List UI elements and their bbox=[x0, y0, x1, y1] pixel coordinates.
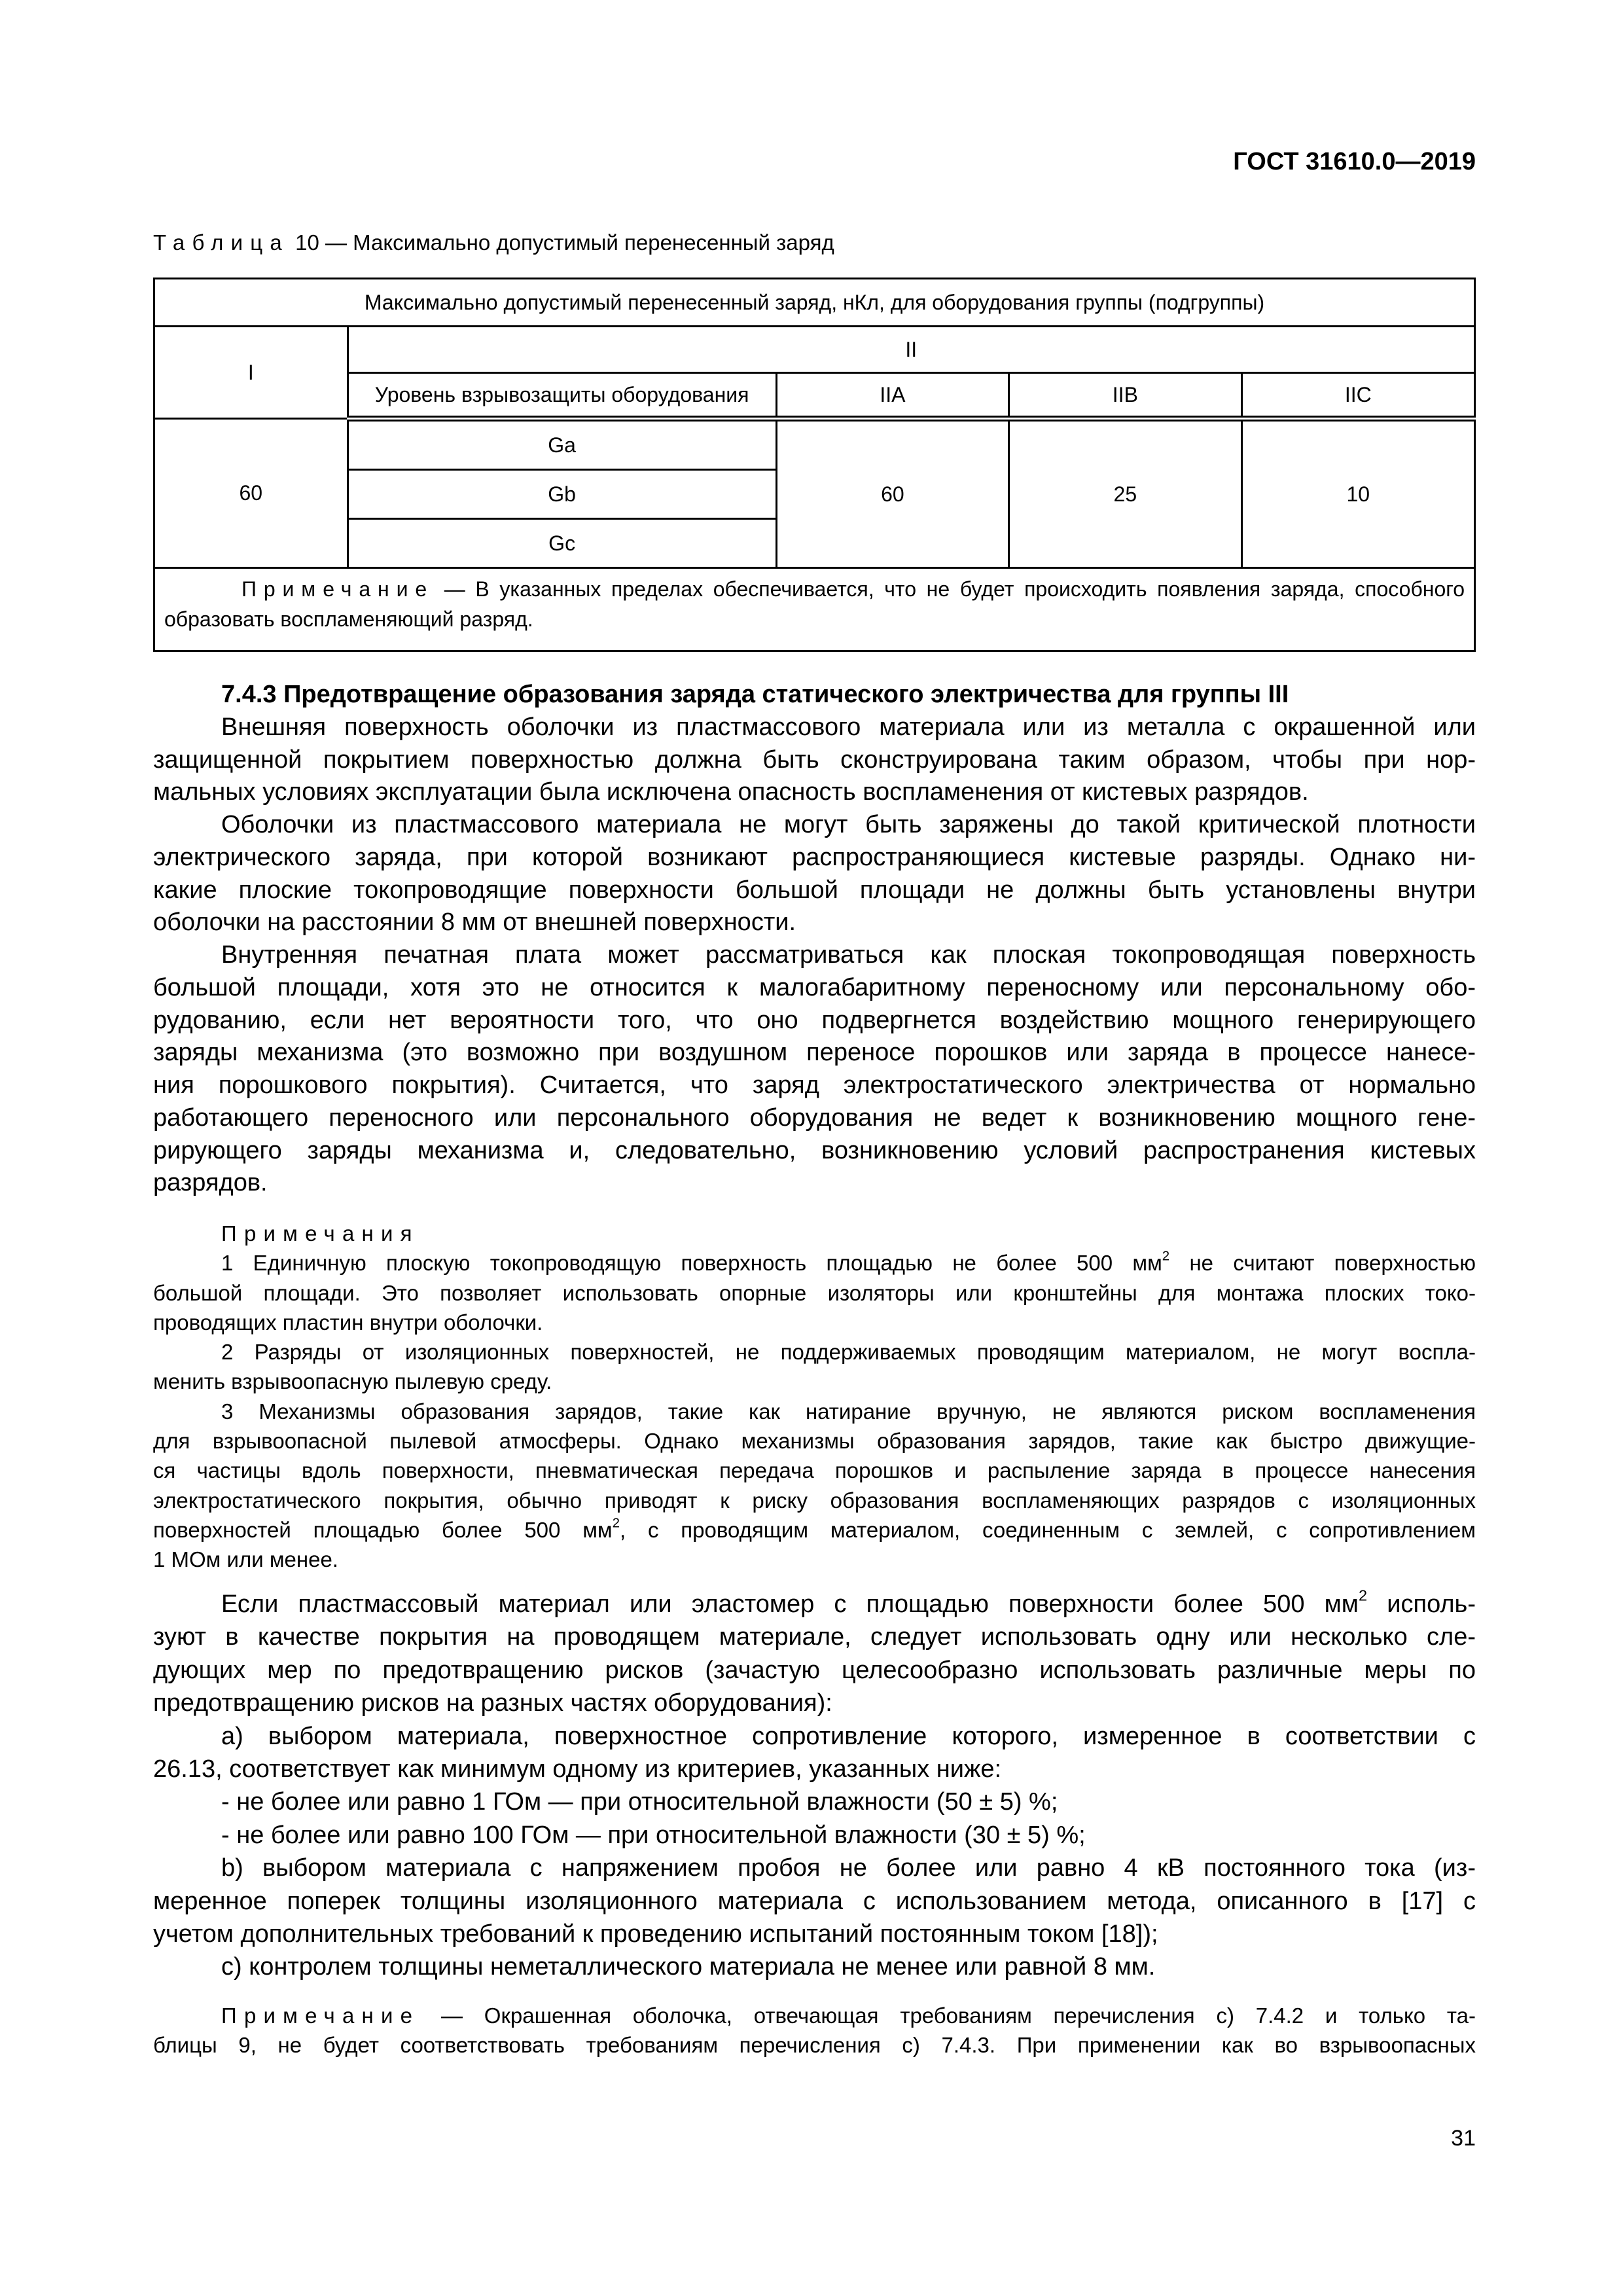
spaced-label: Примечание bbox=[221, 2003, 420, 2028]
paragraph bbox=[153, 1785, 1476, 1818]
group-1-header: I bbox=[154, 327, 348, 419]
section-paragraphs bbox=[153, 711, 1476, 1200]
text-line: большой площади. Это позволяет использовать опорные изоляторы или кронштейны для монтажа плоских токо- bbox=[153, 1280, 1476, 1305]
text-line: - не более или равно 1 ГОм — при относительной влажности (50 ± 5) %; bbox=[221, 1788, 1058, 1816]
superscript: 2 bbox=[1162, 1248, 1170, 1264]
notes-title-text: Примечания bbox=[221, 1221, 419, 1246]
text-line: меренное поперек толщины изоляционного материала с использованием метода, описанного в [17] с bbox=[153, 1887, 1476, 1915]
notes-block bbox=[153, 1219, 1476, 1575]
notes-title bbox=[153, 1219, 1476, 1248]
text-line: дующих мер по предотвращению рисков (зачастую целесообразно использовать различные меры по bbox=[153, 1656, 1476, 1684]
table-caption bbox=[153, 230, 834, 255]
text-line: оболочки на расстоянии 8 мм от внешней поверхности. bbox=[153, 908, 796, 937]
text-line: большой площади, хотя это не относится к малогабаритному переносному или персональному обо- bbox=[153, 973, 1476, 1001]
text-line: - не более или равно 100 ГОм — при относительной влажности (30 ± 5) %; bbox=[221, 1821, 1086, 1849]
subgroup-value: 60 bbox=[776, 419, 1008, 568]
text-line: c) контролем толщины неметаллического материала не менее или равной 8 мм. bbox=[221, 1953, 1156, 1981]
text-line: Внешняя поверхность оболочки из пластмассового материала или из металла с окрашенной или bbox=[221, 713, 1476, 741]
final-note bbox=[153, 2001, 1476, 2060]
protection-level-cell: Gc bbox=[348, 519, 776, 568]
table-caption-label: Таблица bbox=[153, 230, 289, 255]
text-line bbox=[153, 1248, 1476, 1278]
text-line: блицы 9, не будет соответствовать требованиям перечисления c) 7.4.3. При применении как во взрывоопасных bbox=[153, 2033, 1476, 2058]
measures-block bbox=[153, 1588, 1476, 1984]
table-title-cell: Максимально допустимый перенесенный заряд, нКл, для оборудования группы (подгруппы) bbox=[154, 279, 1475, 327]
paragraph bbox=[153, 1852, 1476, 1950]
text-line: мальных условиях эксплуатации была исключена опасность воспламенения от кистевых разрядов. bbox=[153, 778, 1309, 806]
paragraph bbox=[153, 1248, 1476, 1337]
paragraph bbox=[153, 809, 1476, 939]
text-line: рудованию, если нет вероятности того, что оно подвергнется воздействию мощного генерирующего bbox=[153, 1006, 1476, 1034]
protection-level-cell: Ga bbox=[348, 419, 776, 470]
text-line: менить взрывоопасную пылевую среду. bbox=[153, 1369, 552, 1394]
text-line: электрического заряда, при которой возникают распространяющиеся кистевые разряды. Однако ни- bbox=[153, 843, 1476, 871]
text-line bbox=[153, 1515, 1476, 1545]
text-segment: — Окрашенная оболочка, отвечающая требованиям перечисления c) 7.4.2 и только та- bbox=[419, 2003, 1476, 2028]
paragraph bbox=[153, 1397, 1476, 1575]
document-standard-header: ГОСТ 31610.0—2019 bbox=[1233, 148, 1476, 175]
paragraph bbox=[153, 1337, 1476, 1397]
text-line bbox=[153, 1588, 1476, 1621]
paragraph bbox=[153, 1720, 1476, 1786]
table-note-text: — В указанных пределах обеспечивается, что не будет происходить появления заряда, способного образовать воспламеняющий разряд. bbox=[164, 577, 1465, 631]
subgroup-header: IIB bbox=[1009, 373, 1241, 419]
text-segment: 1 Единичную плоскую токопроводящую поверхность площадью не более 500 мм bbox=[221, 1251, 1162, 1276]
text-line: проводящих пластин внутри оболочки. bbox=[153, 1310, 543, 1335]
table-caption-text: 10 — Максимально допустимый перенесенный заряд bbox=[289, 230, 834, 255]
group-1-value: 60 bbox=[154, 419, 348, 568]
max-charge-table bbox=[153, 278, 1476, 652]
section-7-4-3 bbox=[153, 679, 1476, 1200]
paragraph bbox=[153, 1819, 1476, 1852]
text-line: для взрывоопасной пылевой атмосферы. Однако механизмы образования зарядов, такие как быстро движущие- bbox=[153, 1429, 1476, 1454]
text-line: 3 Механизмы образования зарядов, такие как натирание вручную, не являются риском воспламенения bbox=[221, 1399, 1476, 1424]
subgroup-value: 25 bbox=[1009, 419, 1241, 568]
protection-level-header: Уровень взрывозащиты оборудования bbox=[348, 373, 776, 419]
text-line: защищенной покрытием поверхностью должна быть сконструирована таким образом, чтобы при нор- bbox=[153, 745, 1476, 774]
text-segment: не считают поверхностью bbox=[1169, 1251, 1476, 1276]
table-note-label: Примечание bbox=[241, 577, 435, 601]
text-line: а) выбором материала, поверхностное сопротивление которого, измеренное в соответствии с bbox=[221, 1722, 1476, 1750]
paragraph bbox=[153, 711, 1476, 809]
text-line: 2 Разряды от изоляционных поверхностей, не поддерживаемых проводящим материалом, не могут воспла- bbox=[221, 1340, 1476, 1365]
text-line bbox=[153, 2001, 1476, 2030]
text-line: Оболочки из пластмассового материала не могут быть заряжены до такой критической плотности bbox=[221, 811, 1476, 838]
superscript: 2 bbox=[612, 1515, 620, 1531]
text-line: 26.13, соответствует как минимум одному из критериев, указанных ниже: bbox=[153, 1755, 1002, 1784]
paragraph bbox=[153, 1588, 1476, 1720]
section-heading: 7.4.3 Предотвращение образования заряда статического электричества для группы III bbox=[221, 681, 1289, 708]
notes-items bbox=[153, 1248, 1476, 1574]
protection-level-cell: Gb bbox=[348, 470, 776, 519]
text-line: предотвращению рисков на разных частях оборудования): bbox=[153, 1689, 832, 1717]
text-line: Внутренняя печатная плата может рассматриваться как плоская токопроводящая поверхность bbox=[221, 941, 1476, 969]
paragraph bbox=[153, 939, 1476, 1200]
paragraph bbox=[153, 1950, 1476, 1983]
text-line: разрядов. bbox=[153, 1169, 268, 1197]
text-line: ся частицы вдоль поверхности, пневматическая передача порошков и распыление заряда в процессе нанесения bbox=[153, 1458, 1476, 1483]
subgroup-value: 10 bbox=[1241, 419, 1474, 568]
text-line: ния порошкового покрытия). Считается, что заряд электростатического электричества от нормально bbox=[153, 1071, 1476, 1099]
text-segment: поверхностей площадью более 500 мм bbox=[153, 1517, 613, 1542]
subgroup-header: IIA bbox=[776, 373, 1008, 419]
group-2-header: II bbox=[348, 327, 1474, 373]
subgroup-header: IIC bbox=[1241, 373, 1474, 419]
text-segment: , с проводящим материалом, соединенным с землей, с сопротивлением bbox=[619, 1517, 1476, 1542]
text-line: 1 МОм или менее. bbox=[153, 1547, 338, 1572]
text-line: учетом дополнительных требований к проведению испытаний постоянным током [18]); bbox=[153, 1920, 1158, 1948]
text-line: электростатического покрытия, обычно приводят к риску образования воспламеняющих разрядов с изоляционных bbox=[153, 1488, 1476, 1513]
paragraph bbox=[153, 2001, 1476, 2060]
text-segment: Если пластмассовый материал или эластомер с площадью поверхности более 500 мм bbox=[221, 1590, 1359, 1618]
text-line: рирующего заряды механизма и, следовательно, возникновению условий распространения кистевых bbox=[153, 1136, 1476, 1164]
text-line: зуют в качестве покрытия на проводящем материале, следует использовать одну или несколько сле- bbox=[153, 1623, 1476, 1651]
text-line: заряды механизма (это возможно при воздушном переносе порошков или заряда в процессе нанесе- bbox=[153, 1039, 1476, 1067]
text-line: работающего переносного или персонального оборудования не ведет к возникновению мощного гене- bbox=[153, 1103, 1476, 1132]
superscript: 2 bbox=[1358, 1587, 1368, 1604]
table-note bbox=[154, 568, 1475, 651]
text-line: какие плоские токопроводящие поверхности большой площади не должны быть установлены внутри bbox=[153, 876, 1476, 904]
text-line: b) выбором материала с напряжением пробоя не более или равно 4 кВ постоянного тока (из- bbox=[221, 1854, 1476, 1882]
page-number: 31 bbox=[1451, 2126, 1476, 2151]
text-segment: исполь- bbox=[1367, 1590, 1476, 1618]
